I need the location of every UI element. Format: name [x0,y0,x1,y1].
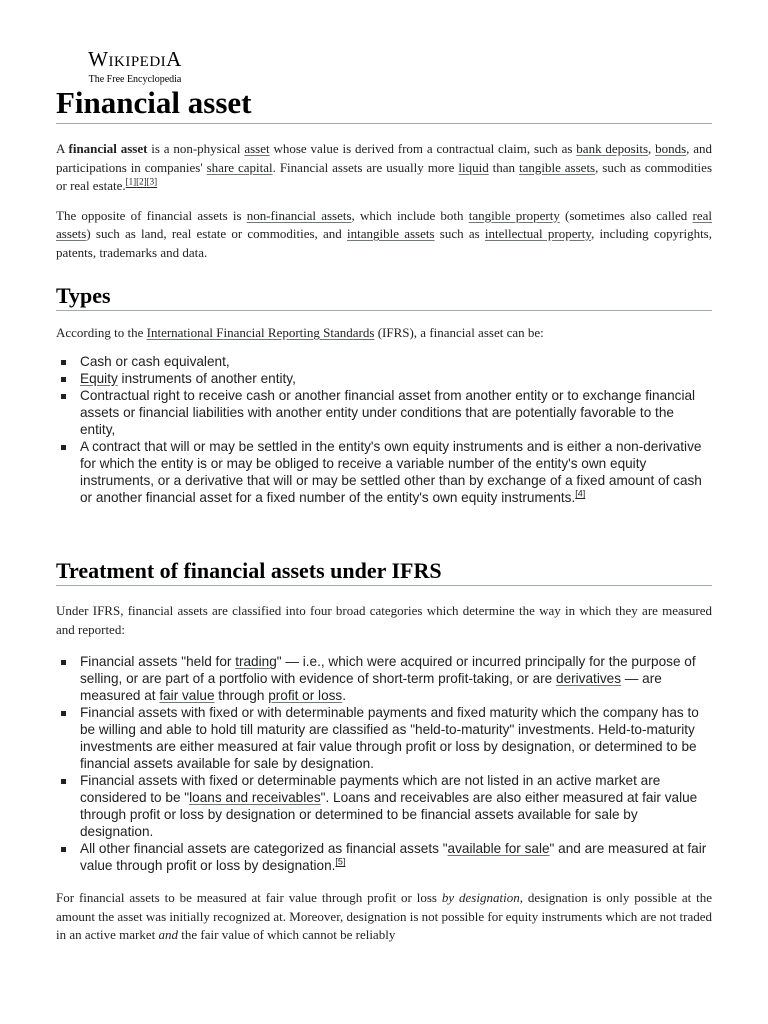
text: whose value is derived from a contractual claim, such as [269,141,577,156]
emphasis: by designation [441,890,520,905]
treatment-closing-paragraph [56,889,712,945]
citation-5-label[interactable]: [5] [335,856,346,867]
list-item [56,653,712,704]
citation-3[interactable]: [3] [146,176,158,187]
text: For financial assets to be measured at fair value through profit or loss [56,890,442,905]
treatment-intro: Under IFRS, financial assets are classified into four broad categories which determine the way in which they are measured and reported: [56,603,712,637]
list-item [56,840,712,874]
link-liquid[interactable]: liquid [458,159,489,175]
citations [126,177,158,187]
text: such as [434,226,485,241]
text: , which include both [351,207,469,223]
text: Financial assets with fixed or determinable payments which are not listed in an active market are considered to be " [80,773,661,805]
link-available-for-sale[interactable]: available for sale [447,841,550,856]
citation-1[interactable]: [1] [125,176,137,187]
emphasis: and [158,927,179,942]
bold-term: financial asset [68,141,148,156]
list-item [56,353,712,370]
text: (IFRS), a financial asset can be: [374,325,544,340]
intro-paragraph-1 [56,140,712,196]
link-share-capital[interactable]: share capital [206,159,273,175]
types-intro [56,324,712,343]
text: than [488,159,519,175]
link-profit-or-loss[interactable]: profit or loss [268,688,343,703]
text: , and participations in companies' [56,141,713,175]
text: , including copyrights, patents, trademarks and data. [56,226,712,260]
text: The opposite of financial assets is [56,207,247,223]
link-loans-and-receivables[interactable]: loans and receivables [189,790,321,805]
link-intangible-assets[interactable]: intangible assets [347,226,435,241]
link-bonds[interactable]: bonds [655,141,687,156]
text: — are measured at [80,671,662,703]
text: , [648,141,656,156]
text: (sometimes also called [559,207,693,223]
list-item [56,704,712,772]
citation-2[interactable]: [2] [136,176,147,187]
logo-tagline: The Free Encyclopedia [88,74,182,85]
text: . Financial assets are usually more [272,159,459,175]
link-tangible-assets[interactable]: tangible assets [518,159,596,175]
link-trading[interactable]: trading [235,654,277,669]
text: ) such as land, real estate or commodities, and [86,226,348,241]
list-item [56,772,712,840]
text: Contractual right to receive cash or another financial asset from another entity or to exchange financial assets or financial liabilities with another entity under conditions that are potentially favorable to the entity, [80,387,696,437]
treatment-list [56,653,712,874]
treatment-heading: Treatment of financial assets under IFRS [56,557,712,586]
text: Cash or cash equivalent, [80,353,230,369]
text: A [56,141,69,156]
page-title: Financial asset [56,84,712,124]
treatment-section [56,557,712,945]
link-bank-deposits[interactable]: bank deposits [576,141,649,156]
types-section [56,282,712,506]
list-item [56,370,712,387]
link-equity[interactable]: Equity [80,370,118,386]
link-intellectual-property[interactable]: intellectual property [484,226,592,241]
link-asset[interactable]: asset [244,141,270,156]
text: is a non-physical [147,141,245,156]
text: ". Loans and receivables are also either measured at fair value through profit or loss by designation or determined to be financial assets available for sale by designation. [80,790,698,839]
link-tangible-property[interactable]: tangible property [468,207,560,223]
citation-4[interactable] [575,488,585,498]
list-item [56,387,712,438]
link-fair-value[interactable]: fair value [159,688,215,703]
text: through [214,688,269,703]
text: . [342,688,347,703]
logo-wordmark: WIKIPEDIA [88,47,182,71]
intro-section [56,140,712,262]
text: , such as commodities or real estate. [56,159,713,193]
text: the fair value of which cannot be reliably [178,927,396,942]
text: According to the [56,325,147,340]
citation-5[interactable] [335,856,345,866]
citation-4-label[interactable]: [4] [575,487,586,498]
text: Financial assets "held for [80,654,236,669]
wikipedia-logo[interactable] [77,48,193,86]
list-item [56,438,712,506]
text: " and are measured at fair value through profit or loss by designation. [80,841,707,873]
text: " — i.e., which were acquired or incurred principally for the purpose of selling, or are part of a portfolio with evidence of short-term profit-taking, or are [80,654,696,686]
text: All other financial assets are categorized as financial assets " [80,841,448,856]
intro-paragraph-2 [56,207,712,263]
text: instruments of another entity, [117,370,296,386]
link-ifrs[interactable]: International Financial Reporting Standards [146,325,375,340]
link-non-financial-assets[interactable]: non-financial assets [246,207,352,223]
link-derivatives[interactable]: derivatives [556,671,621,686]
text: A contract that will or may be settled in the entity's own equity instruments and is either a non-derivative for which the entity is or may be obliged to receive a variable number of the entity's own equity instruments, or a derivative that will or may be settled other than by exchange of a fixed amount of cash or another financial asset for a fixed number of the entity's own equity instruments. [80,438,702,505]
link-real-assets[interactable]: real assets [56,207,712,241]
text: Financial assets with fixed or with determinable payments and fixed maturity which the company has to be willing and able to hold till maturity are classified as "held-to-maturity" investments. Held-to-maturity investments are either measured at fair value through profit or loss by designation, or determined to be financial assets available for sale by designation. [80,705,699,771]
types-list [56,353,712,506]
text: , designation is only possible at the amount the asset was initially recognized at. Moreover, designation is not possible for equity instruments which are not traded in an active market [56,890,713,942]
types-heading: Types [56,282,712,311]
